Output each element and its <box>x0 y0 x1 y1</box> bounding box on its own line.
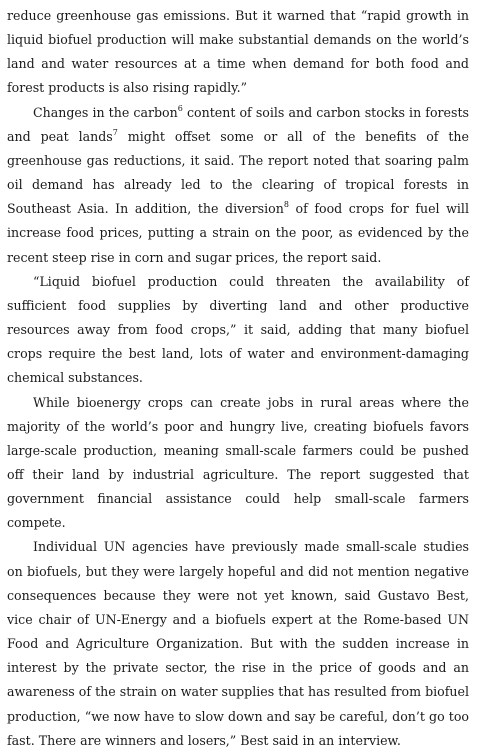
footnote-marker-6: 6 <box>177 103 183 113</box>
paragraph-2-text-b: content of soils and carbon stocks in forests and peat lands <box>7 104 469 144</box>
paragraph-5-text: Individual UN agencies have previously made small-scale studies on biofuels, but they were largely hopeful and did not mention negative consequences because they were not yet known, said Gustavo Best, vice chair of UN-Energy and a biofuels expert at the Rome-based UN Food and Agriculture Organization. But with the sudden increase in interest by the private sector, the rise in the price of goods and an awareness of the strain on water supplies that has resulted from biofuel production, “we now have to slow down and say be careful, don’t go too fast. There are winners and losers,” Best said in an interview. <box>7 539 469 748</box>
paragraph-1 <box>7 4 469 101</box>
article-text <box>7 4 469 753</box>
paragraph-3-text: “Liquid biofuel production could threaten the availability of sufficient food supplies by diverting land and other productive resources away from food crops,” it said, adding that many biofuel crops require the best land, lots of water and environment-damaging chemical substances. <box>7 273 469 386</box>
paragraph-4 <box>7 391 469 536</box>
paragraph-2-text-a: Changes in the carbon <box>33 104 178 120</box>
paragraph-3 <box>7 270 469 391</box>
paragraph-4-text: While bioenergy crops can create jobs in rural areas where the majority of the world’s poor and hungry live, creating biofuels favors large-scale production, meaning small-scale farmers could be pushed off their land by industrial agriculture. The report suggested that government financial assistance could help small-scale farmers compete. <box>7 394 469 531</box>
paragraph-2 <box>7 101 469 270</box>
paragraph-5 <box>7 535 469 752</box>
paragraph-1-text: reduce greenhouse gas emissions. But it warned that “rapid growth in liquid biofuel production will make substantial demands on the world’s land and water resources at a time when demand for both food and forest products is also rising rapidly.” <box>7 8 469 96</box>
footnote-marker-8: 8 <box>283 200 289 210</box>
footnote-marker-7: 7 <box>112 127 118 137</box>
paragraph-2-text-c: might offset some or all of the benefits of the greenhouse gas reductions, it said. The report noted that soaring palm oil demand has already led to the clearing of tropical forests in Southeast Asia. In addition, the diversion <box>7 128 469 217</box>
paragraph-2-text-d: of food crops for fuel will increase food prices, putting a strain on the poor, as evidenced by the recent steep rise in corn and sugar prices, the report said. <box>7 201 469 265</box>
